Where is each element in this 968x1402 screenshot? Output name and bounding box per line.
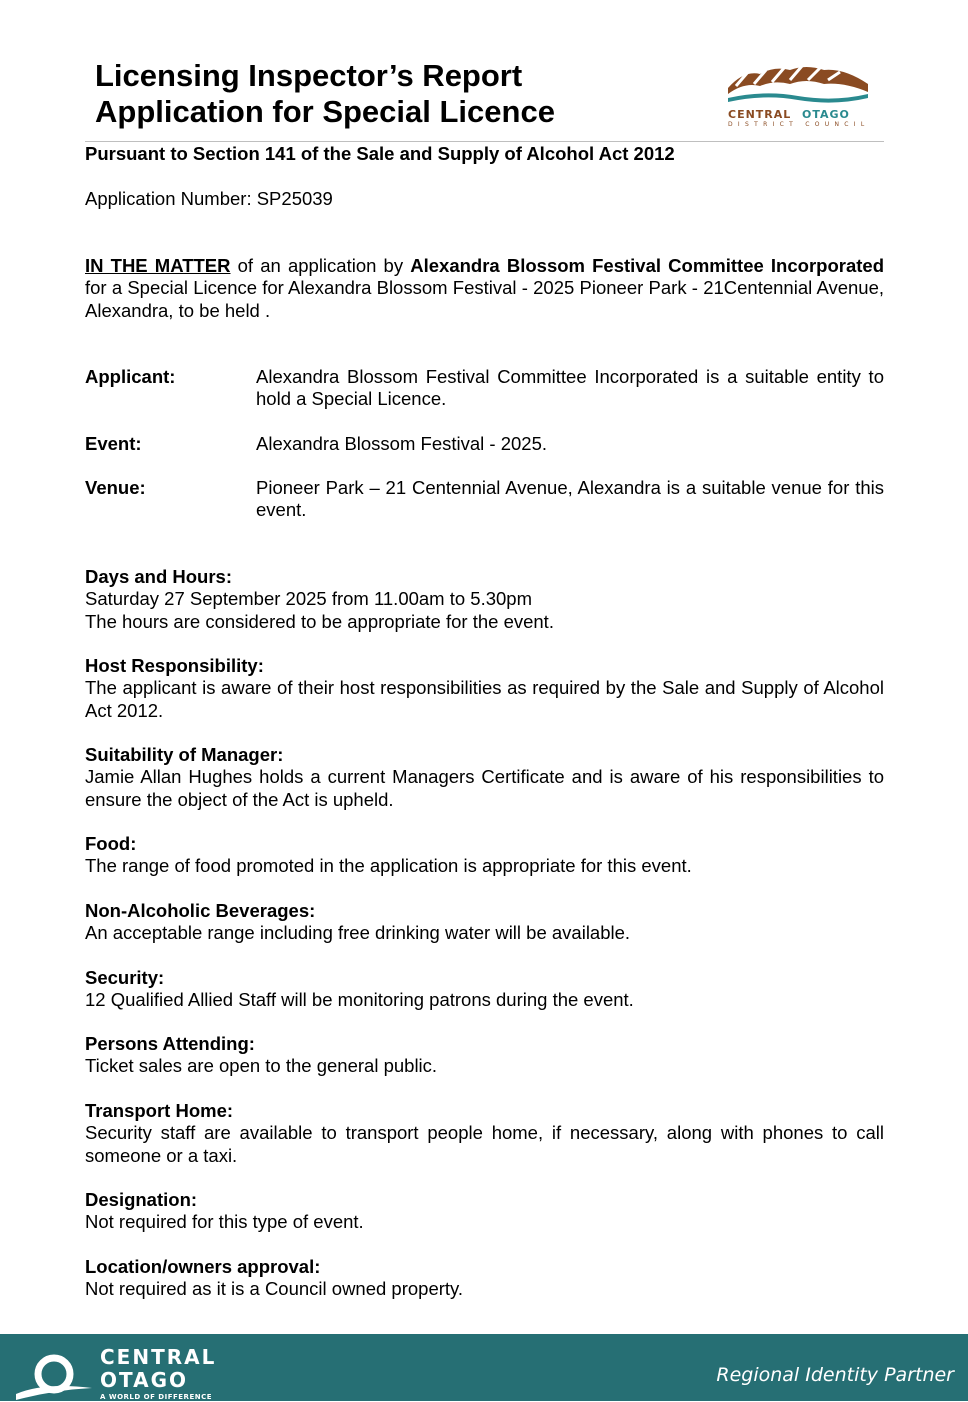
matter-text-2: for a Special Licence for Alexandra Blossom Festival - 2025 Pioneer Park - 21Centennial Avenue, Alexandra, to be held . — [85, 277, 884, 321]
section-location-approval — [85, 1256, 884, 1301]
logo-otago-text: OTAGO — [802, 108, 850, 121]
section-manager — [85, 744, 884, 811]
detail-label: Venue: — [85, 477, 146, 498]
section-heading: Food: — [85, 833, 137, 854]
title-line-2: Application for Special Licence — [95, 94, 555, 129]
section-security — [85, 967, 884, 1012]
section-body: Not required as it is a Council owned property. — [85, 1278, 464, 1300]
detail-value: Pioneer Park – 21 Centennial Avenue, Alexandra is a suitable venue for this event. — [256, 477, 884, 521]
section-body: Ticket sales are open to the general public. — [85, 1055, 438, 1077]
section-persons-attending — [85, 1033, 884, 1078]
section-body: The hours are considered to be appropriate for the event. — [85, 610, 554, 632]
section-heading: Host Responsibility: — [85, 655, 264, 676]
central-otago-emblem-icon — [14, 1344, 94, 1401]
section-heading: Location/owners approval: — [85, 1256, 321, 1277]
section-body: 12 Qualified Allied Staff will be monitoring patrons during the event. — [85, 989, 634, 1011]
matter-applicant-name: Alexandra Blossom Festival Committee Incorporated — [410, 255, 884, 276]
section-heading: Persons Attending: — [85, 1033, 255, 1054]
section-body: Jamie Allan Hughes holds a current Managers Certificate and is aware of his responsibilities to ensure the object of the Act is upheld. — [85, 766, 884, 810]
section-body: Saturday 27 September 2025 from 11.00am to 5.30pm — [85, 588, 533, 610]
header-divider — [85, 141, 884, 142]
section-body: The applicant is aware of their host responsibilities as required by the Sale and Supply of Alcohol Act 2012. — [85, 677, 884, 721]
application-number: Application Number: SP25039 — [85, 188, 333, 209]
section-heading: Designation: — [85, 1189, 198, 1210]
report-title — [95, 58, 555, 130]
detail-label: Applicant: — [85, 366, 176, 387]
section-body: An acceptable range including free drinking water will be available. — [85, 922, 631, 944]
footer-brand-line2: OTAGO — [100, 1368, 188, 1392]
section-heading: Days and Hours: — [85, 566, 233, 587]
matter-lead: IN THE MATTER — [85, 255, 231, 276]
detail-value: Alexandra Blossom Festival - 2025. — [256, 433, 547, 454]
footer-brand-line1: CENTRAL — [100, 1345, 217, 1369]
legislation-subtitle: Pursuant to Section 141 of the Sale and Supply of Alcohol Act 2012 — [85, 143, 675, 164]
section-heading: Security: — [85, 967, 165, 988]
section-host-responsibility — [85, 655, 884, 722]
section-body: Not required for this type of event. — [85, 1211, 364, 1233]
matter-text-1: of an application by — [230, 255, 411, 276]
section-heading: Suitability of Manager: — [85, 744, 284, 765]
detail-label: Event: — [85, 433, 142, 454]
council-logo — [724, 62, 872, 128]
footer-brand-tagline: A WORLD OF DIFFERENCE — [100, 1393, 213, 1401]
section-heading: Non-Alcoholic Beverages: — [85, 900, 316, 921]
logo-central-text: CENTRAL — [728, 108, 792, 121]
section-body: Security staff are available to transport people home, if necessary, along with phones to call someone or a taxi. — [85, 1122, 884, 1166]
title-line-1: Licensing Inspector’s Report — [95, 58, 523, 93]
section-food — [85, 833, 884, 878]
section-days-hours — [85, 566, 884, 633]
section-transport-home — [85, 1100, 884, 1167]
section-designation — [85, 1189, 884, 1234]
detail-value: Alexandra Blossom Festival Committee Incorporated is a suitable entity to hold a Special Licence. — [256, 366, 884, 410]
section-non-alcoholic — [85, 900, 884, 945]
matter-paragraph — [85, 255, 884, 322]
footer-band — [0, 1334, 968, 1401]
mountains-icon — [728, 66, 868, 103]
section-body: The range of food promoted in the application is appropriate for this event. — [85, 855, 692, 877]
logo-council-text: DISTRICT COUNCIL — [728, 121, 870, 128]
section-heading: Transport Home: — [85, 1100, 234, 1121]
footer-brand — [100, 1346, 216, 1402]
footer-partner-text: Regional Identity Partner — [716, 1364, 954, 1386]
